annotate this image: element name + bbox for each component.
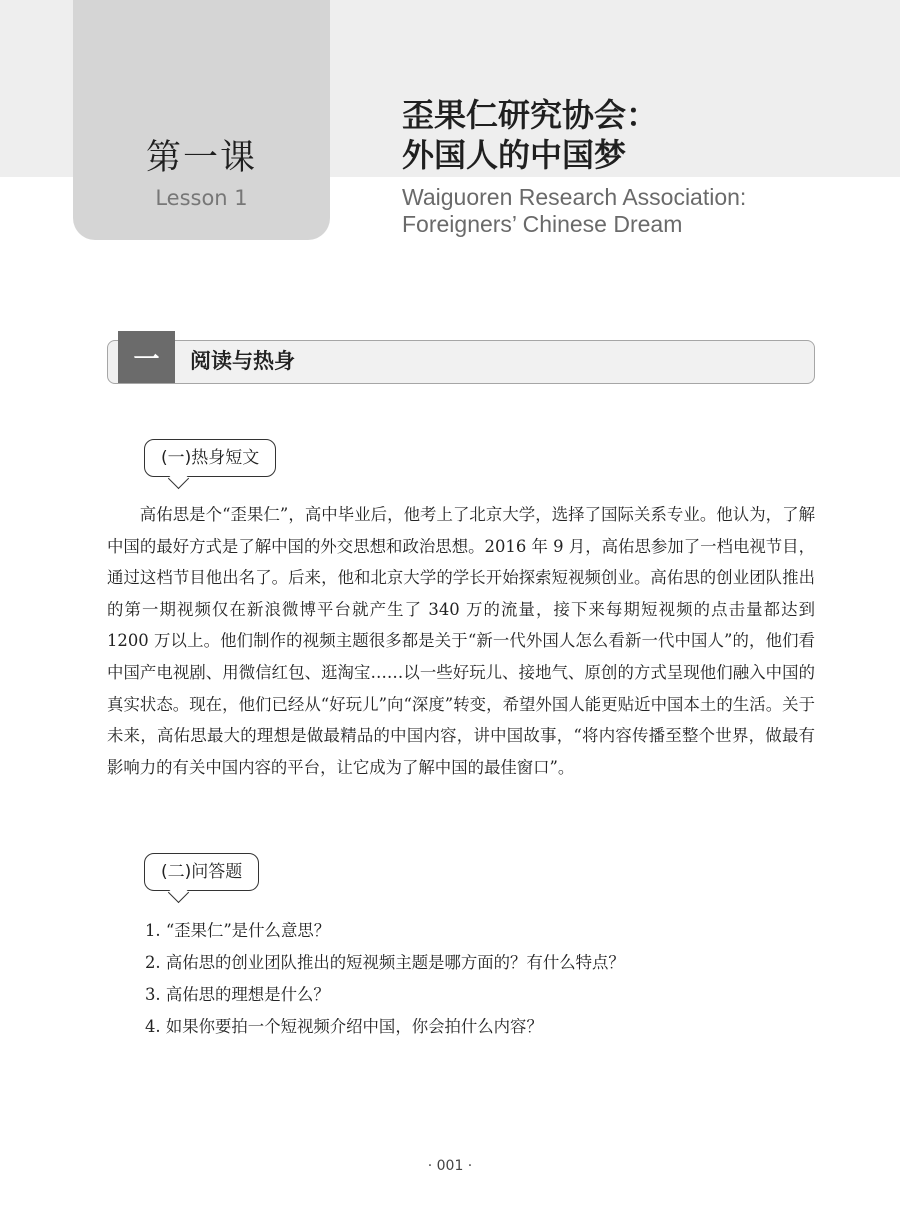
question-item: 3. 高佑思的理想是什么？ [145,985,330,1004]
warmup-passage [107,499,815,783]
lesson-title-cn-line2: 外国人的中国梦 [402,136,627,174]
warmup-label: (一)热身短文 [161,448,260,468]
lesson-title-en-line2: Foreigners’ Chinese Dream [402,211,683,237]
passage-text: 高佑思是个“歪果仁”，高中毕业后，他考上了北京大学，选择了国际关系专业。他认为，了解中国的最好方式是了解中国的外交思想和政治思想。2016 年 9 月，高佑思参加了一档电视节目，通过这档节目他出名了。后来，他和北京大学的学长开始探索短视频创业。高佑思的创业团队推出的第一期视频仅在新浪微博平台就产生了 340 万的流量，接下来每期短视频的点击量都达到 1200 万以上。他们制作的视频主题很多都是关于“新一代外国人怎么看新一代中国人”的，他们看中国产电视剧、用微信红包、逛淘宝……以一些好玩儿、接地气、原创的方式呈现他们融入中国的真实状态。现在，他们已经从“好玩儿”向“深度”转变，希望外国人能更贴近中国本土的生活。关于未来，高佑思最大的理想是做最精品的中国内容，讲中国故事，“将内容传播至整个世界，做最有影响力的有关中国内容的平台，让它成为了解中国的最佳窗口”。 [107,505,815,777]
lesson-title-cn-line1: 歪果仁研究协会： [402,96,659,134]
qa-label-bubble [144,853,259,891]
qa-label: (二)问答题 [161,862,243,882]
lesson-tab [73,0,330,240]
lesson-number-en: Lesson 1 [155,186,248,210]
lesson-title-cn [402,95,658,175]
warmup-label-bubble [144,439,276,477]
page-number: · 001 · [427,1158,473,1174]
question-item: 4. 如果你要拍一个短视频介绍中国，你会拍什么内容？ [145,1017,543,1036]
question-item: 1. “歪果仁”是什么意思？ [145,921,331,940]
question-item: 2. 高佑思的创业团队推出的短视频主题是哪方面的？有什么特点？ [145,953,625,972]
speech-bubble-tail [168,882,189,903]
lesson-title-en-line1: Waiguoren Research Association: [402,184,747,210]
section-number-badge: 一 [118,331,175,383]
question-list [145,915,625,1043]
speech-bubble-tail [168,468,189,489]
lesson-number-cn: 第一课 [145,138,257,178]
section-title: 阅读与热身 [190,349,295,373]
lesson-title-en [402,184,746,238]
